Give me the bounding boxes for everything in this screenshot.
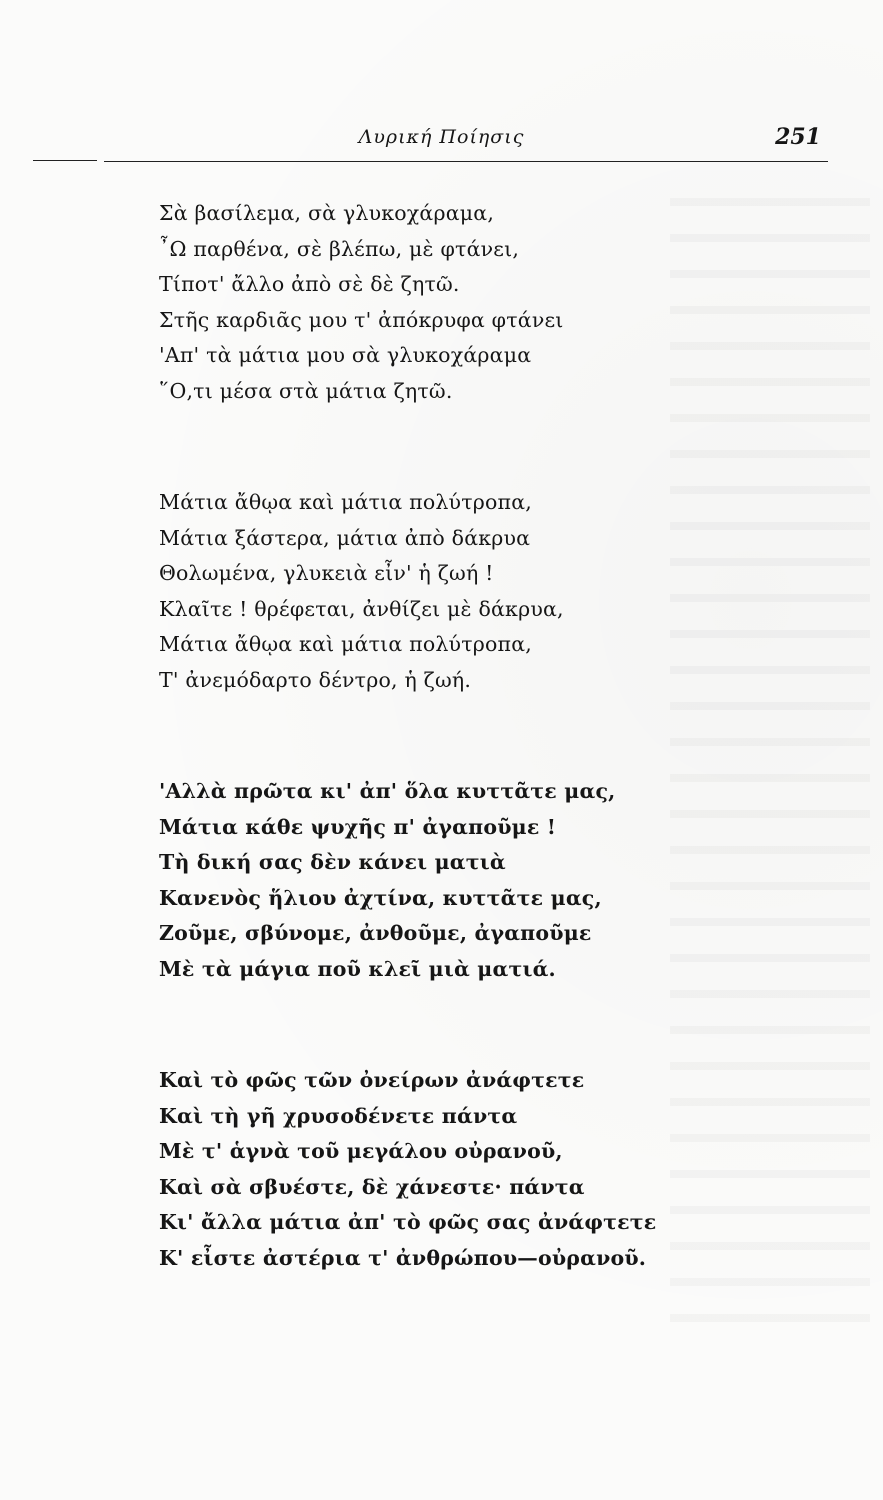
poem-line: 'Αλλὰ πρῶτα κι' ἀπ' ὅλα κυττᾶτε μας, [159,779,616,803]
poem [159,196,719,1352]
poem-line: Καὶ τὸ φῶς τῶν ὀνείρων ἀνάφτετε [159,1068,585,1092]
poem-line: Κ' εἶστε ἀστέρια τ' ἀνθρώπου—οὐρανοῦ. [159,1245,647,1270]
header-rule-long [104,161,828,162]
poem-line: Μὲ τ' ἁγνὰ τοῦ μεγάλου οὐρανοῦ, [159,1139,563,1163]
poem-line: Καὶ τὴ γῆ χρυσοδένετε πάντα [159,1103,518,1128]
stanza-2 [159,485,719,698]
stanza-4 [159,1063,719,1276]
poem-line: Ζοῦμε, σβύνομε, ἀνθοῦμε, ἀγαποῦμε [159,921,592,945]
poem-line: Τὴ δική σας δὲν κάνει ματιὰ [159,850,506,874]
stanza-1 [159,196,719,409]
poem-line: Μάτια κάθε ψυχῆς π' ἀγαποῦμε ! [159,814,557,839]
header-rule-short [33,160,97,161]
poem-line: Καὶ σὰ σβυέστε, δὲ χάνεστε· πάντα [159,1174,585,1199]
poem-line: Τίποτ' ἄλλο ἀπὸ σὲ δὲ ζητῶ. [159,272,460,296]
page-number: 251 [775,124,821,150]
stanza-3 [159,774,719,987]
poem-line: Μὲ τὰ μάγια ποῦ κλεῖ μιὰ ματιά. [159,956,556,981]
page-header [0,126,883,156]
poem-line: Στῆς καρδιᾶς μου τ' ἀπόκρυφα φτάνει [159,307,564,332]
poem-line: Μάτια ἄθῳα καὶ μάτια πολύτροπα, [159,632,532,656]
poem-line: Μάτια ξάστερα, μάτια ἀπὸ δάκρυα [159,525,531,550]
poem-line: ῞Ο,τι μέσα στὰ μάτια ζητῶ. [159,378,453,403]
poem-line: Μάτια ἄθῳα καὶ μάτια πολύτροπα, [159,490,532,514]
poem-line: Σὰ βασίλεμα, σὰ γλυκοχάραμα, [159,201,495,225]
poem-line: Τ' ἀνεμόδαρτο δέντρο, ἡ ζωή. [159,667,472,692]
poem-line: Κανενὸς ἥλιου ἀχτίνα, κυττᾶτε μας, [159,885,602,910]
poem-line: Κι' ἄλλα μάτια ἀπ' τὸ φῶς σας ἀνάφτετε [159,1210,657,1234]
poem-line: Κλαῖτε ! θρέφεται, ἀνθίζει μὲ δάκρυα, [159,596,564,621]
poem-line: ῏Ω παρθένα, σὲ βλέπω, μὲ φτάνει, [159,236,520,261]
poem-line: Θολωμένα, γλυκειὰ εἶν' ἡ ζωή ! [159,561,494,585]
running-title: Λυρική Ποίησις [358,126,525,148]
poem-line: 'Απ' τὰ μάτια μου σὰ γλυκοχάραμα [159,343,532,367]
